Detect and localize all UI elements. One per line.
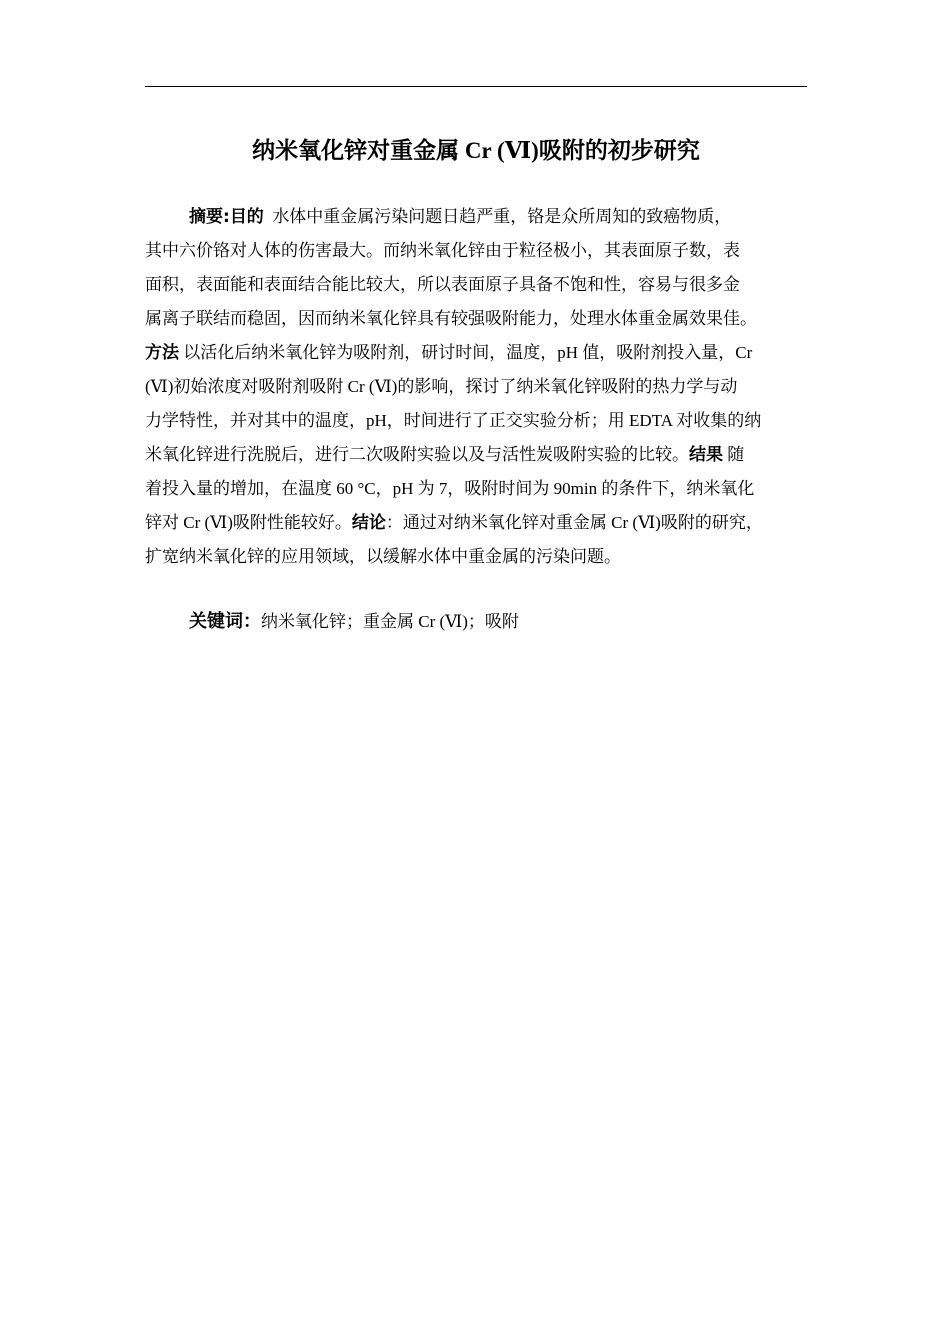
abstract-line-9: 着投入量的增加，在温度 60 °C，pH 为 7，吸附时间为 90min 的条件下，纳米氧化	[145, 479, 755, 498]
keywords-label: 关键词：	[189, 611, 261, 632]
keywords-line	[189, 605, 519, 639]
conclusion-label: 结论	[351, 513, 386, 533]
abstract-block	[145, 200, 820, 574]
abstract-line-2: 其中六价铬对人体的伤害最大。而纳米氧化锌由于粒径极小，其表面原子数，表	[145, 241, 740, 260]
abstract-line-5: 方法 以活化后纳米氧化锌为吸附剂，研讨时间，温度，pH 值，吸附剂投入量，Cr	[145, 343, 753, 363]
abstract-line-7: 力学特性，并对其中的温度，pH，时间进行了正交实验分析；用 EDTA 对收集的纳	[145, 411, 762, 430]
keywords-text: 纳米氧化锌；重金属 Cr (Ⅵ)；吸附	[261, 612, 519, 631]
abstract-line-6: (Ⅵ)初始浓度对吸附剂吸附 Cr (Ⅵ)的影响，探讨了纳米氧化锌吸附的热力学与动	[145, 377, 738, 396]
abstract-line-8: 米氧化锌进行洗脱后，进行二次吸附实验以及与活性炭吸附实验的比较。结果 随	[145, 445, 745, 465]
paper-title: 纳米氧化锌对重金属 Cr (Ⅵ)吸附的初步研究	[252, 138, 700, 163]
abstract-line-1: 摘要:目的 水体中重金属污染问题日趋严重，铬是众所周知的致癌物质，	[189, 207, 732, 227]
header-rule	[145, 86, 807, 87]
purpose-label: 目的	[229, 207, 264, 227]
abstract-line-10: 锌对 Cr (Ⅵ)吸附性能较好。结论：通过对纳米氧化锌对重金属 Cr (Ⅵ)吸附的研究，	[145, 513, 763, 533]
abstract-label: 摘要:	[189, 207, 230, 227]
method-label: 方法	[145, 343, 179, 363]
abstract-line-4: 属离子联结而稳固，因而纳米氧化锌具有较强吸附能力，处理水体重金属效果佳。	[145, 309, 757, 328]
abstract-line-11: 扩宽纳米氧化锌的应用领域，以缓解水体中重金属的污染问题。	[145, 547, 621, 566]
abstract-line-3: 面积，表面能和表面结合能比较大，所以表面原子具备不饱和性，容易与很多金	[145, 275, 740, 294]
result-label: 结果	[689, 445, 723, 465]
